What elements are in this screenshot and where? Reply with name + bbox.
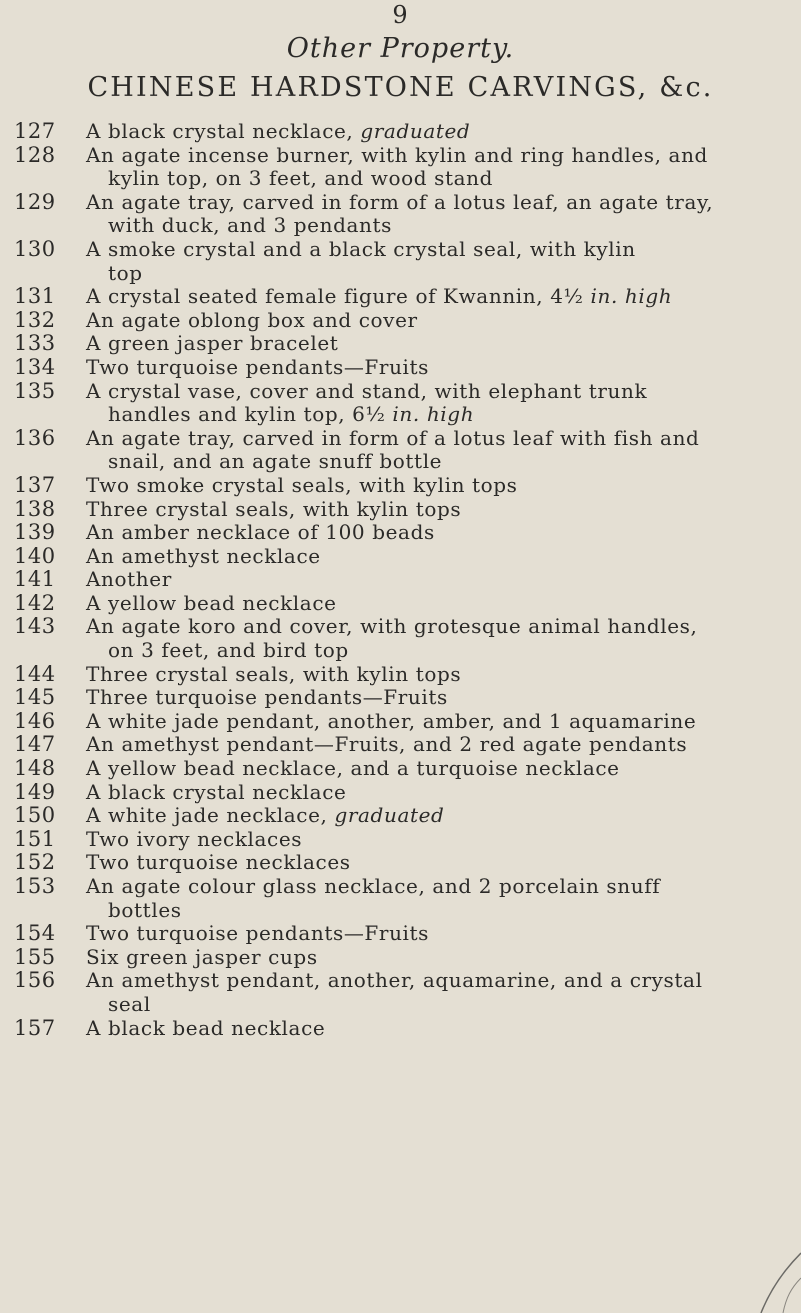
lot-entry bbox=[0, 474, 801, 498]
lot-description bbox=[86, 922, 766, 946]
lot-number: 151 bbox=[14, 826, 56, 851]
lot-text: An agate koro and cover, with grotesque animal handles, bbox=[86, 614, 698, 639]
lot-text: An amethyst pendant—Fruits, and 2 red agate pendants bbox=[86, 732, 688, 757]
lot-text-continuation bbox=[86, 262, 766, 286]
lot-number: 127 bbox=[14, 119, 56, 143]
lot-continuation-text: kylin top, on 3 feet, and wood stand bbox=[108, 166, 494, 191]
lot-text: An agate tray, carved in form of a lotus leaf, an agate tray, bbox=[86, 189, 714, 214]
lot-continuation-text: top bbox=[108, 260, 143, 285]
lot-number: 129 bbox=[14, 189, 56, 214]
lot-entry bbox=[0, 969, 801, 1016]
category-title: CHINESE HARDSTONE CARVINGS, &c. bbox=[87, 72, 714, 103]
lot-description bbox=[86, 356, 766, 380]
lot-continuation-text: bottles bbox=[108, 897, 182, 922]
page-curl-decoration bbox=[731, 1233, 801, 1313]
lot-description bbox=[86, 380, 766, 427]
lot-number: 155 bbox=[14, 944, 56, 969]
lot-text-continuation bbox=[86, 450, 766, 474]
lot-description bbox=[86, 120, 766, 144]
lot-text: A crystal seated female figure of Kwannin, 4½ bbox=[86, 284, 591, 309]
lot-number: 135 bbox=[14, 378, 56, 403]
lot-description bbox=[86, 733, 766, 757]
lot-text-continuation bbox=[86, 993, 766, 1017]
lot-entry bbox=[0, 238, 801, 285]
lot-continuation-text: on 3 feet, and bird top bbox=[108, 638, 349, 663]
lot-description bbox=[86, 191, 766, 238]
lot-number: 152 bbox=[14, 850, 56, 875]
lot-entry bbox=[0, 781, 801, 805]
lot-description bbox=[86, 332, 766, 356]
lot-text-continuation bbox=[86, 899, 766, 923]
lot-description bbox=[86, 969, 766, 1016]
lot-number: 149 bbox=[14, 779, 56, 804]
lot-description bbox=[86, 781, 766, 805]
lot-description bbox=[86, 1017, 766, 1041]
lot-entry bbox=[0, 757, 801, 781]
lot-description bbox=[86, 568, 766, 592]
lot-description bbox=[86, 474, 766, 498]
lot-text: An amethyst necklace bbox=[86, 543, 321, 568]
lot-number: 132 bbox=[14, 307, 56, 332]
page-number: 9 bbox=[392, 1, 409, 29]
lot-text: An amber necklace of 100 beads bbox=[86, 520, 435, 545]
lot-description bbox=[86, 498, 766, 522]
lot-text-italic: graduated bbox=[360, 119, 471, 143]
lot-number: 130 bbox=[14, 236, 56, 261]
lot-text: A black bead necklace bbox=[86, 1015, 326, 1040]
lot-text-italic: graduated bbox=[334, 803, 445, 828]
lot-entry bbox=[0, 710, 801, 734]
lot-continuation-text: seal bbox=[108, 991, 151, 1016]
lot-description bbox=[86, 710, 766, 734]
lot-entry bbox=[0, 946, 801, 970]
lot-description bbox=[86, 309, 766, 333]
lot-list bbox=[0, 120, 801, 1040]
lot-description bbox=[86, 238, 766, 285]
lot-continuation-italic: in. high bbox=[392, 402, 475, 427]
lot-text: Two turquoise pendants—Fruits bbox=[86, 354, 430, 379]
lot-description bbox=[86, 521, 766, 545]
lot-description bbox=[86, 946, 766, 970]
lot-entry bbox=[0, 851, 801, 875]
lot-text-continuation bbox=[86, 214, 766, 238]
lot-text: An agate colour glass necklace, and 2 porcelain snuff bbox=[86, 874, 661, 898]
lot-number: 147 bbox=[14, 732, 56, 757]
lot-entry bbox=[0, 120, 801, 144]
lot-entry bbox=[0, 498, 801, 522]
lot-continuation-text: with duck, and 3 pendants bbox=[108, 213, 392, 238]
lot-number: 145 bbox=[14, 685, 56, 710]
lot-continuation-text: handles and kylin top, 6½ bbox=[108, 402, 393, 427]
lot-text: Two turquoise pendants—Fruits bbox=[86, 921, 430, 946]
lot-description bbox=[86, 851, 766, 875]
lot-entry bbox=[0, 427, 801, 474]
lot-description bbox=[86, 592, 766, 616]
lot-number: 156 bbox=[14, 968, 56, 993]
lot-text: Two turquoise necklaces bbox=[86, 850, 351, 875]
lot-text: A white jade pendant, another, amber, and 1 aquamarine bbox=[86, 708, 697, 733]
section-title: Other Property. bbox=[286, 33, 515, 64]
lot-entry bbox=[0, 380, 801, 427]
lot-text-continuation bbox=[86, 167, 766, 191]
lot-number: 143 bbox=[14, 614, 56, 639]
lot-number: 146 bbox=[14, 708, 56, 733]
lot-entry bbox=[0, 875, 801, 922]
lot-text: A green jasper bracelet bbox=[86, 331, 339, 356]
lot-text: A crystal vase, cover and stand, with elephant trunk bbox=[86, 378, 648, 403]
lot-entry bbox=[0, 568, 801, 592]
lot-entry bbox=[0, 309, 801, 333]
lot-text-continuation bbox=[86, 403, 766, 427]
lot-text: Six green jasper cups bbox=[86, 944, 318, 969]
lot-number: 136 bbox=[14, 425, 56, 450]
lot-description bbox=[86, 285, 766, 309]
lot-entry bbox=[0, 356, 801, 380]
lot-description bbox=[86, 615, 766, 662]
lot-entry bbox=[0, 828, 801, 852]
lot-entry bbox=[0, 521, 801, 545]
lot-entry bbox=[0, 191, 801, 238]
lot-description bbox=[86, 144, 766, 191]
lot-description bbox=[86, 828, 766, 852]
lot-entry bbox=[0, 663, 801, 687]
lot-text: A yellow bead necklace, and a turquoise necklace bbox=[86, 756, 620, 781]
lot-number: 157 bbox=[14, 1015, 56, 1040]
lot-number: 154 bbox=[14, 921, 56, 946]
lot-text: A black crystal necklace bbox=[86, 779, 347, 804]
lot-number: 153 bbox=[14, 874, 56, 898]
lot-text-italic: in. high bbox=[590, 284, 673, 309]
lot-number: 144 bbox=[14, 661, 56, 686]
lot-text: Three turquoise pendants—Fruits bbox=[86, 685, 448, 710]
lot-text: Two smoke crystal seals, with kylin tops bbox=[86, 472, 518, 497]
lot-description bbox=[86, 875, 766, 922]
lot-entry bbox=[0, 545, 801, 569]
lot-text-continuation bbox=[86, 639, 766, 663]
lot-text: Three crystal seals, with kylin tops bbox=[86, 496, 462, 521]
lot-text: An agate incense burner, with kylin and ring handles, and bbox=[86, 142, 708, 167]
lot-number: 131 bbox=[14, 284, 56, 309]
lot-text: An amethyst pendant, another, aquamarine, and a crystal bbox=[86, 968, 703, 993]
lot-entry bbox=[0, 332, 801, 356]
lot-description bbox=[86, 757, 766, 781]
lot-entry bbox=[0, 144, 801, 191]
lot-text: Another bbox=[86, 567, 172, 592]
lot-entry bbox=[0, 733, 801, 757]
lot-entry bbox=[0, 1017, 801, 1041]
lot-text: Two ivory necklaces bbox=[86, 826, 303, 851]
lot-description bbox=[86, 663, 766, 687]
lot-entry bbox=[0, 285, 801, 309]
lot-text: A white jade necklace, bbox=[86, 803, 335, 828]
lot-number: 128 bbox=[14, 142, 56, 167]
lot-description bbox=[86, 545, 766, 569]
lot-number: 133 bbox=[14, 331, 56, 356]
lot-number: 142 bbox=[14, 590, 56, 615]
lot-number: 140 bbox=[14, 543, 56, 568]
lot-description bbox=[86, 804, 766, 828]
lot-continuation-text: snail, and an agate snuff bottle bbox=[108, 449, 443, 474]
lot-number: 138 bbox=[14, 496, 56, 521]
lot-description bbox=[86, 427, 766, 474]
lot-text: An agate tray, carved in form of a lotus leaf with fish and bbox=[86, 425, 700, 450]
lot-description bbox=[86, 686, 766, 710]
lot-number: 134 bbox=[14, 354, 56, 379]
lot-entry bbox=[0, 592, 801, 616]
lot-number: 141 bbox=[14, 567, 56, 592]
lot-entry bbox=[0, 686, 801, 710]
lot-number: 148 bbox=[14, 756, 56, 781]
lot-text: A smoke crystal and a black crystal seal, with kylin bbox=[86, 236, 636, 261]
lot-entry bbox=[0, 804, 801, 828]
lot-text: Three crystal seals, with kylin tops bbox=[86, 661, 462, 686]
lot-number: 150 bbox=[14, 803, 56, 828]
lot-number: 139 bbox=[14, 520, 56, 545]
lot-text: A yellow bead necklace bbox=[86, 590, 337, 615]
lot-text: A black crystal necklace, bbox=[86, 119, 361, 143]
lot-text: An agate oblong box and cover bbox=[86, 307, 418, 332]
lot-entry bbox=[0, 615, 801, 662]
lot-entry bbox=[0, 922, 801, 946]
lot-number: 137 bbox=[14, 472, 56, 497]
